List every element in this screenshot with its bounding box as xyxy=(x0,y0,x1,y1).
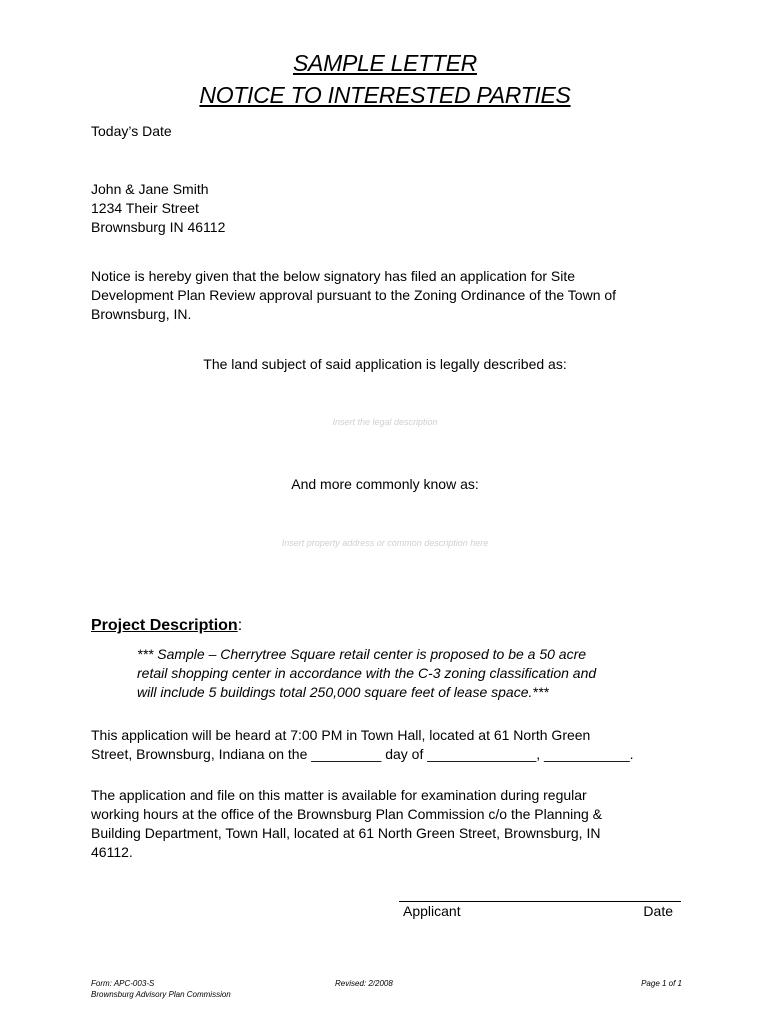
signature-line xyxy=(399,901,681,902)
recipient-street: 1234 Their Street xyxy=(91,200,199,216)
notice-line: Notice is hereby given that the below signatory has filed an application for Site xyxy=(91,268,576,284)
legal-description-intro: The land subject of said application is legally described as: xyxy=(203,356,567,372)
project-line: retail shopping center in accordance with the C-3 zoning classification and xyxy=(137,665,597,681)
footer-form: Form: APC-003-S xyxy=(91,979,155,988)
legal-description-placeholder: Insert the legal description xyxy=(332,417,438,427)
recipient-address xyxy=(91,180,691,237)
applicant-label: Applicant xyxy=(403,903,461,919)
footer-page-number: Page 1 of 1 xyxy=(641,979,682,988)
recipient-city: Brownsburg IN 46112 xyxy=(91,219,226,235)
availability-line: Building Department, Town Hall, located at 61 North Green Street, Brownsburg, IN xyxy=(91,825,601,841)
footer-org: Brownsburg Advisory Plan Commission xyxy=(91,990,231,999)
hearing-paragraph xyxy=(91,726,691,764)
recipient-name: John & Jane Smith xyxy=(91,181,209,197)
date-line xyxy=(91,122,691,141)
hearing-line: Street, Brownsburg, Indiana on the _________ day of ______________, ___________. xyxy=(91,746,634,762)
common-description-intro: And more commonly know as: xyxy=(291,476,479,492)
hearing-line: This application will be heard at 7:00 PM in Town Hall, located at 61 North Green xyxy=(91,727,591,743)
common-description-placeholder: Insert property address or common description here xyxy=(281,538,489,548)
availability-line: working hours at the office of the Brownsburg Plan Commission c/o the Planning & xyxy=(91,806,603,822)
notice-line: Brownsburg, IN. xyxy=(91,306,192,322)
footer-revised: Revised: 2/2008 xyxy=(335,979,393,988)
project-heading-colon: : xyxy=(237,617,243,634)
notice-paragraph xyxy=(91,267,691,324)
availability-paragraph xyxy=(91,786,691,862)
footer-left xyxy=(91,978,231,1000)
notice-line: Development Plan Review approval pursuant to the Zoning Ordinance of the Town of xyxy=(91,287,617,303)
project-description-heading xyxy=(91,617,242,635)
date-text: Today’s Date xyxy=(91,123,172,139)
project-sample-text xyxy=(137,645,657,702)
date-label: Date xyxy=(643,903,673,919)
title-line-1: SAMPLE LETTER xyxy=(293,50,477,76)
project-heading-text: Project Description xyxy=(91,617,238,634)
project-line: *** Sample – Cherrytree Square retail center is proposed to be a 50 acre xyxy=(137,646,587,662)
availability-line: The application and file on this matter is available for examination during regular xyxy=(91,787,587,803)
project-line: will include 5 buildings total 250,000 square feet of lease space.*** xyxy=(137,684,549,700)
availability-line: 46112. xyxy=(91,844,133,860)
title-line-2: NOTICE TO INTERESTED PARTIES xyxy=(199,82,571,108)
